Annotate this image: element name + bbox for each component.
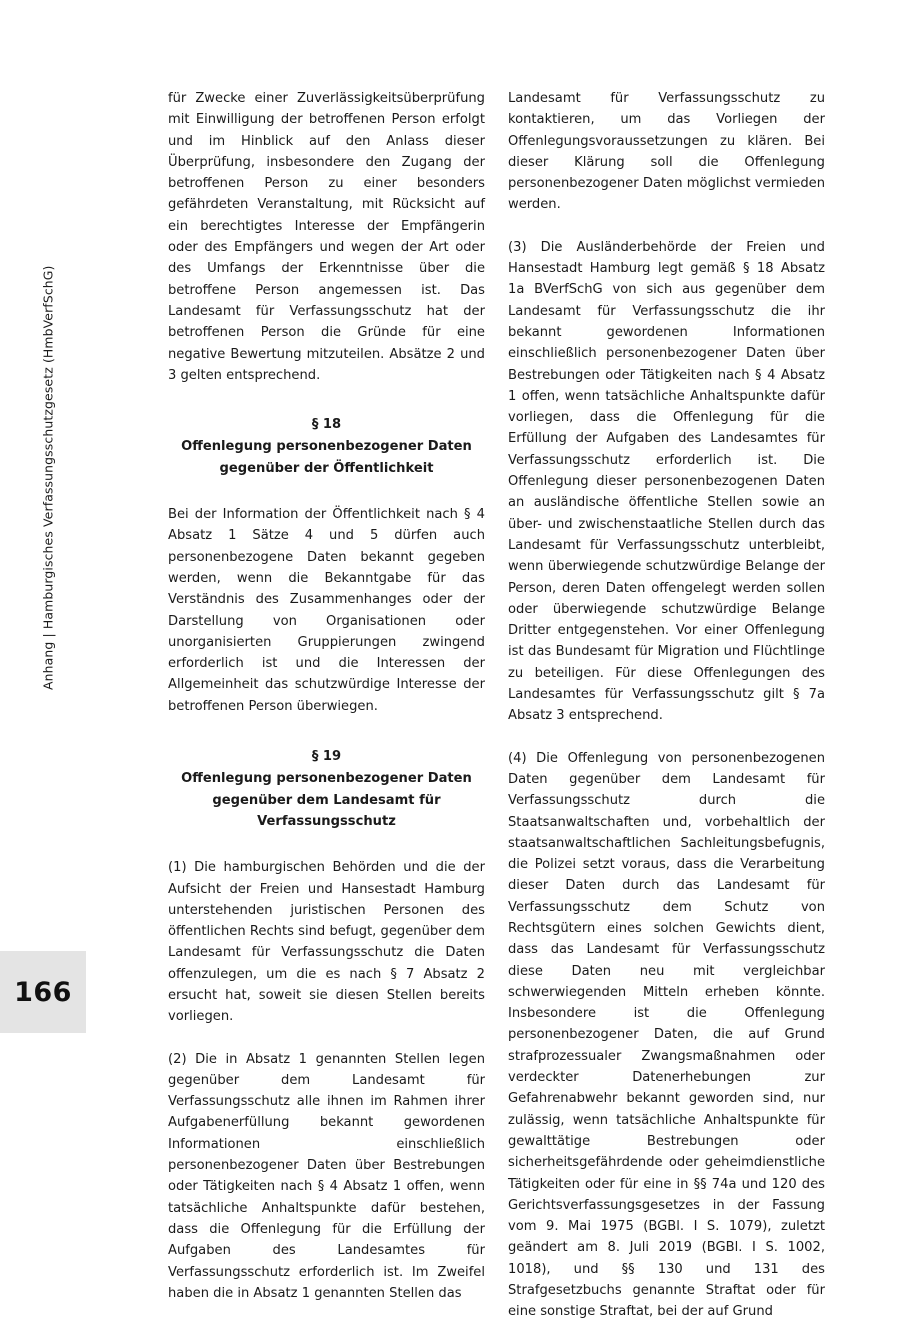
running-head: Anhang | Hamburgisches Verfassungsschutzgesetz (HmbVerfSchG)	[40, 265, 56, 690]
paragraph: (4) Die Offenlegung von personenbezogenen Daten gegenüber dem Landesamt für Verfassungsschutz durch die Staatsanwaltschaften und, vorbehaltlich der staatsanwaltschaftlichen Sachleitungsbefugnis, die Polizei setzt voraus, dass die Verarbeitung dieser Daten durch das Landesamt für Verfassungsschutz dem Schutz von Rechtsgütern eines solchen Gewichts dient, dass das Landesamt für Verfassungsschutz diese Daten neu mit vergleichbar schwerwiegenden Mitteln erheben könnte. Insbesondere ist die Offenlegung personenbezogener Daten, die auf Grund strafprozessualer Zwangsmaßnahmen oder verdeckter Datenerhebungen zur Gefahrenabwehr bekannt geworden sind, nur zulässig, wenn tatsächliche Anhaltspunkte für gewalttätige Bestrebungen oder sicherheitsgefährdende oder geheimdienstliche Tätigkeiten oder für eine in §§ 74a und 120 des Gerichtsverfassungsgesetzes in der Fassung vom 9. Mai 1975 (BGBl. I S. 1079), zuletzt geändert am 8. Juli 2019 (BGBl. I S. 1002, 1018), und §§ 130 und 131 des Strafgesetzbuchs genannte Straftat oder für eine sonstige Straftat, bei der auf Grund	[508, 750, 825, 1320]
paragraph: Landesamt für Verfassungsschutz zu kontaktieren, um das Vorliegen der Offenlegungsvoraussetzungen zu klären. Bei dieser Klärung soll die Offenlegung personenbezogener Daten möglichst vermieden werden.	[508, 91, 825, 213]
text-column-right	[508, 88, 825, 1323]
section-title-line: Verfassungsschutz	[257, 813, 396, 829]
paragraph: Bei der Information der Öffentlichkeit nach § 4 Absatz 1 Sätze 4 und 5 dürfen auch personenbezogene Daten bekannt gegeben werden, wenn die Bekanntgabe für das Verständnis des Zusammenhanges oder der Darstellung von Organisationen oder unorganisierten Gruppierungen zwingend erforderlich ist und die Interessen der Allgemeinheit das schutzwürdige Interesse der betroffenen Person überwiegen.	[168, 507, 485, 714]
section-title-line: Offenlegung personenbezogener Daten	[181, 771, 472, 787]
section-title-line: gegenüber dem Landesamt für	[212, 792, 441, 808]
paragraph: (1) Die hamburgischen Behörden und die der Aufsicht der Freien und Hansestadt Hamburg unterstehenden juristischen Personen des öffentlichen Rechts sind befugt, gegenüber dem Landesamt für Verfassungsschutz die Daten offenzulegen, um die es nach § 7 Absatz 2 ersucht hat, soweit sie diesen Stellen bereits vorliegen.	[168, 860, 485, 1025]
page-number-block	[0, 951, 86, 1033]
paragraph: (3) Die Ausländerbehörde der Freien und Hansestadt Hamburg legt gemäß § 18 Absatz 1a BVerfSchG von sich aus gegenüber dem Landesamt für Verfassungsschutz die ihr bekannt gewordenen Informationen einschließlich personenbezogener Daten über Bestrebungen oder Tätigkeiten nach § 4 Absatz 1 offen, wenn tatsächliche Anhaltspunkte dafür vorliegen, dass die Offenlegung für die Erfüllung der Aufgaben des Landesamtes für Verfassungsschutz erforderlich ist. Die Offenlegung dieser personenbezogenen Daten an ausländische öffentliche Stellen sowie an über- und zwischenstaatliche Stellen durch das Landesamt für Verfassungsschutz unterbleibt, wenn überwiegende schutzwürdige Belange der Person, deren Daten offengelegt werden sollen oder überwiegende schutzwürdige Belange Dritter entgegenstehen. Vor einer Offenlegung ist das Bundesamt für Migration und Flüchtlinge zu beteiligen. Für diese Offenlegungen des Landesamtes für Verfassungsschutz gilt § 7a Absatz 3 entsprechend.	[508, 239, 825, 724]
paragraph: (2) Die in Absatz 1 genannten Stellen legen gegenüber dem Landesamt für Verfassungsschutz alle ihnen im Rahmen ihrer Aufgabenerfüllung bekannt gewordenen Informationen einschließlich personenbezogener Daten über Bestrebungen oder Tätigkeiten nach § 4 Absatz 1 offen, wenn tatsächliche Anhaltspunkte dafür bestehen, dass die Offenlegung für die Erfüllung der Aufgaben des Landesamtes für Verfassungsschutz erforderlich ist. Im Zweifel haben die in Absatz 1 genannten Stellen das	[168, 1051, 485, 1301]
text-column-left	[168, 88, 485, 1304]
section-heading-19	[168, 746, 485, 832]
section-number: § 18	[311, 417, 342, 433]
section-number: § 19	[311, 749, 342, 765]
paragraph: für Zwecke einer Zuverlässigkeitsüberprüfung mit Einwilligung der betroffenen Person erfolgt und im Hinblick auf den Anlass dieser Überprüfung, insbesondere den Zugang der betroffenen Person zu einer besonders gefährdeten Veranstaltung, mit Rücksicht auf ein berechtigtes Interesse der Empfängerin oder des Empfängers und wegen der Art oder des Umfangs der Erkenntnisse über die betroffene Person angemessen ist. Das Landesamt für Verfassungsschutz hat der betroffenen Person die Gründe für eine negative Bewertung mitzuteilen. Absätze 2 und 3 gelten entsprechend.	[168, 91, 485, 383]
section-heading-18	[168, 414, 485, 479]
page-number: 166	[14, 976, 72, 1008]
section-title-line: gegenüber der Öffentlichkeit	[219, 460, 434, 476]
section-title-line: Offenlegung personenbezogener Daten	[181, 439, 472, 455]
